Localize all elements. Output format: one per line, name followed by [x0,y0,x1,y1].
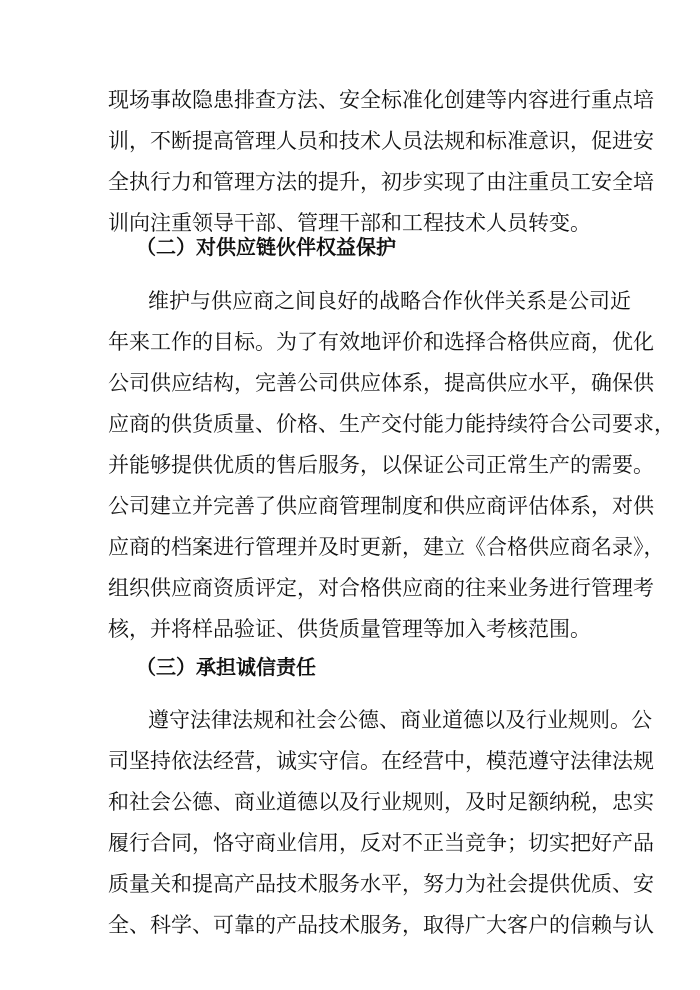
paragraph-2-line-6: 公司建立并完善了供应商管理制度和供应商评估体系，对供 [108,494,654,518]
paragraph-2-line-1: 维护与供应商之间良好的战略合作伙伴关系是公司近 [148,289,631,313]
paragraph-3-line-2: 司坚持依法经营，诚实守信。在经营中，模范遵守法律法规 [108,749,654,773]
paragraph-3-line-5: 质量关和提高产品技术服务水平，努力为社会提供优质、安 [108,872,654,896]
paragraph-2-line-5: 并能够提供优质的售后服务，以保证公司正常生产的需要。 [108,453,654,477]
paragraph-1-line-2: 训，不断提高管理人员和技术人员法规和标准意识，促进安 [108,129,654,153]
paragraph-1-line-1: 现场事故隐患排查方法、安全标准化创建等内容进行重点培 [108,88,654,112]
section-heading-3: （三）承担诚信责任 [136,655,316,679]
paragraph-3-line-4: 履行合同，恪守商业信用，反对不正当竞争；切实把好产品 [108,831,654,855]
paragraph-3-line-1: 遵守法律法规和社会公德、商业道德以及行业规则。公 [148,708,652,732]
section-heading-2: （二）对供应链伙伴权益保护 [136,235,396,259]
paragraph-2-line-8: 组织供应商资质评定，对合格供应商的往来业务进行管理考 [108,576,654,600]
paragraph-2-line-3: 公司供应结构，完善公司供应体系，提高供应水平，确保供 [108,371,654,395]
paragraph-2-line-4: 应商的供货质量、价格、生产交付能力能持续符合公司要求， [108,412,675,436]
paragraph-3-line-3: 和社会公德、商业道德以及行业规则，及时足额纳税，忠实 [108,790,654,814]
paragraph-3-line-6: 全、科学、可靠的产品技术服务，取得广大客户的信赖与认 [108,913,654,937]
paragraph-2-line-2: 年来工作的目标。为了有效地评价和选择合格供应商，优化 [108,330,654,354]
paragraph-2-line-7: 应商的档案进行管理并及时更新，建立《合格供应商名录》， [108,535,665,559]
paragraph-2-line-9: 核，并将样品验证、供货质量管理等加入考核范围。 [108,617,591,641]
paragraph-1-line-4: 训向注重领导干部、管理干部和工程技术人员转变。 [108,211,591,235]
paragraph-1-line-3: 全执行力和管理方法的提升，初步实现了由注重员工安全培 [108,170,654,194]
